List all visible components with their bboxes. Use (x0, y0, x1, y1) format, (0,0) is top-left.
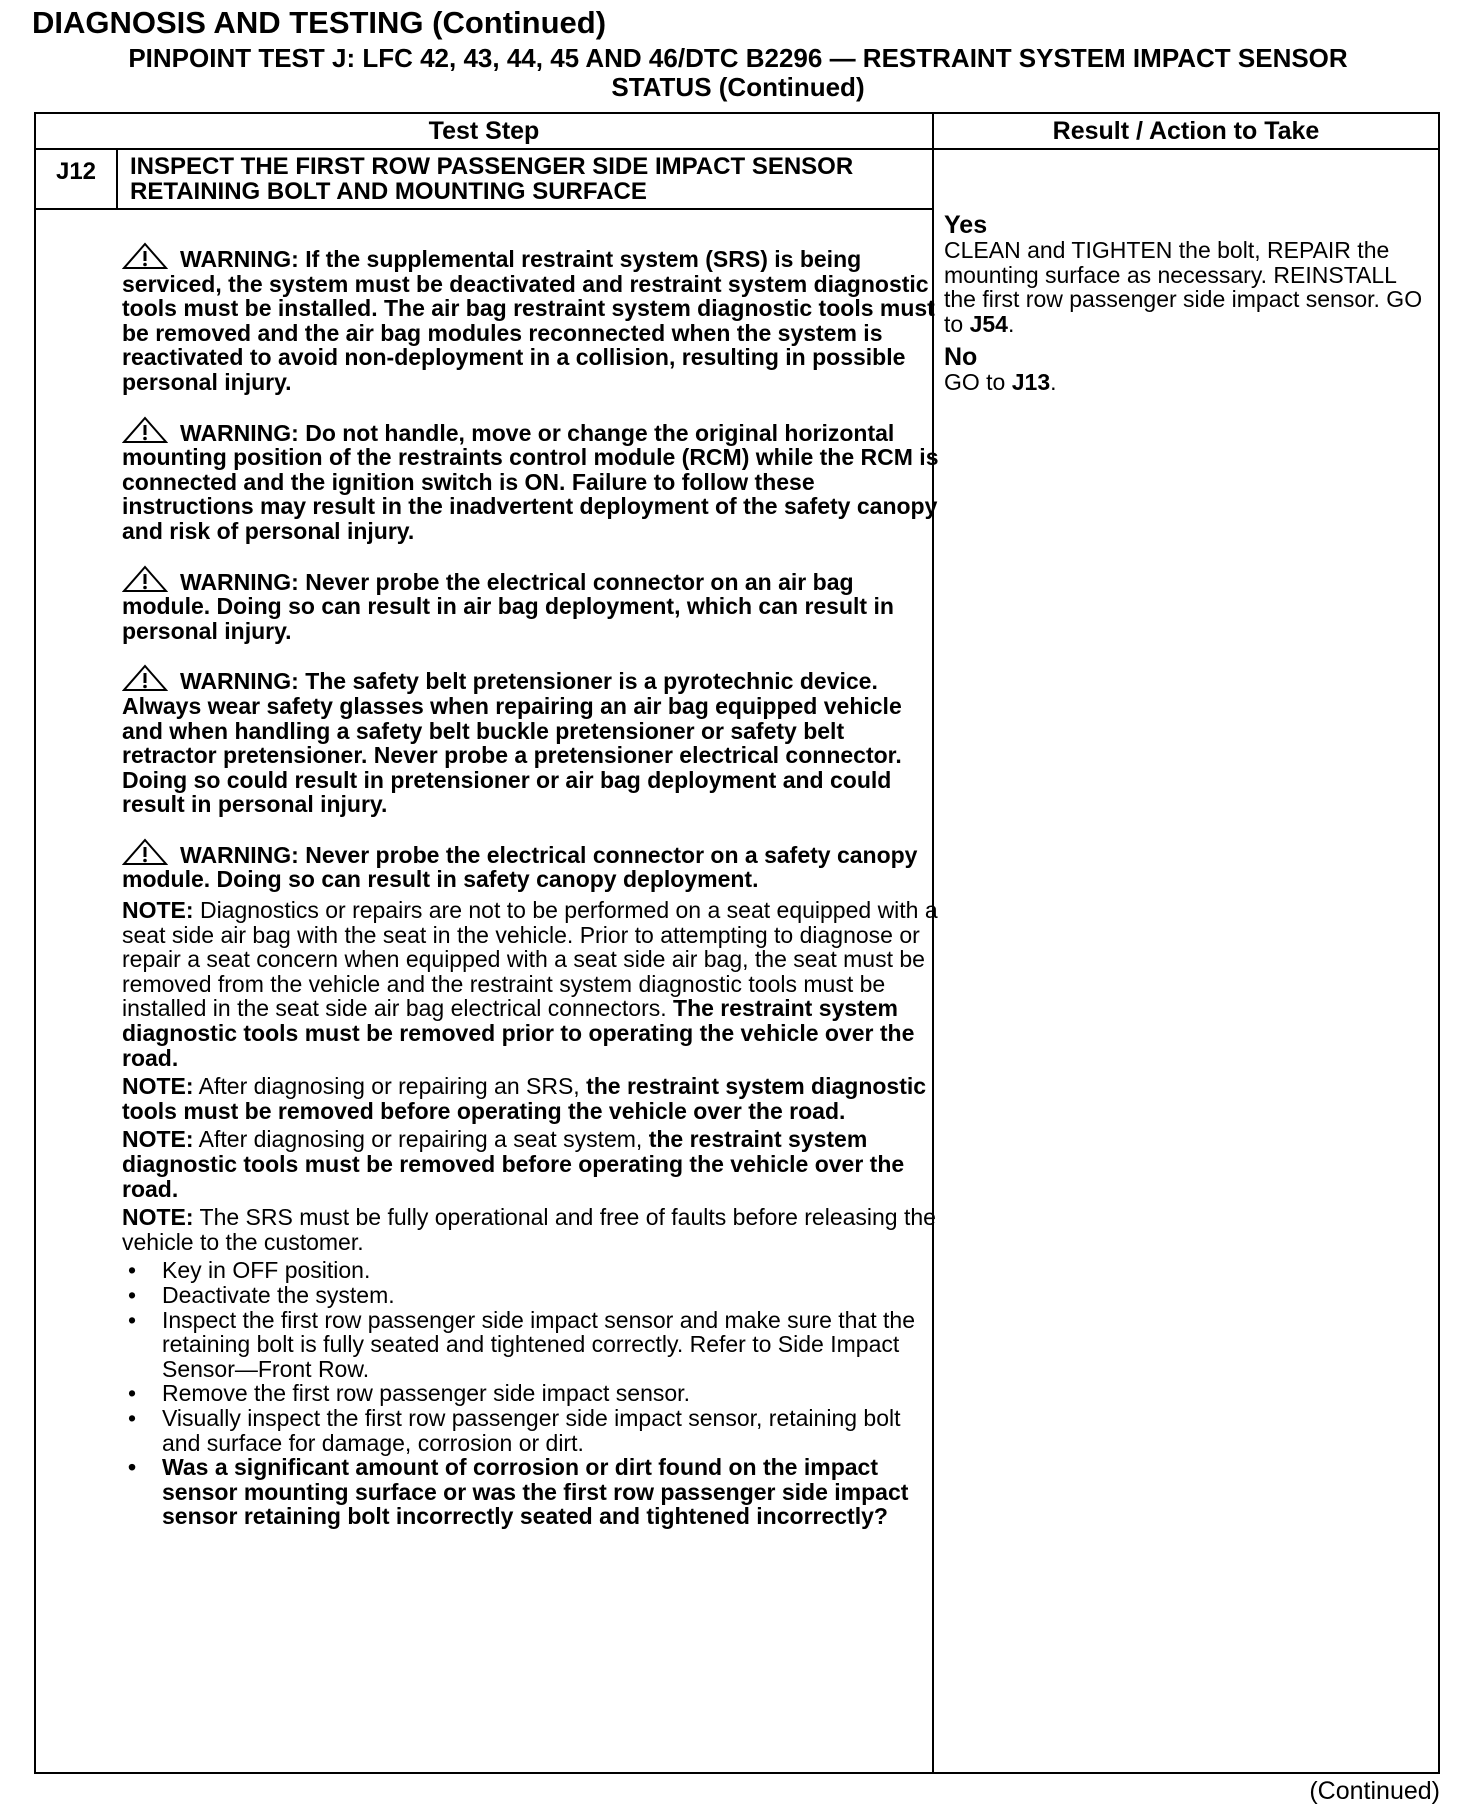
bullet-icon: • (128, 1454, 137, 1481)
bullet-icon: • (128, 1380, 137, 1407)
result-yes (944, 212, 1430, 336)
test-step-content (122, 242, 940, 1529)
step-id-divider (116, 148, 118, 208)
warning-block (122, 838, 940, 892)
note-block (122, 898, 940, 1070)
note-emphasis: the restraint system diagnostic tools must be removed before operating the vehicle over the road. (122, 1073, 927, 1124)
warning-triangle-icon (122, 565, 172, 593)
step-item (122, 1381, 940, 1406)
bullet-icon: • (128, 1404, 137, 1431)
bullet-icon: • (128, 1257, 137, 1284)
step-text: Remove the first row passenger side impact sensor. (162, 1380, 690, 1407)
step-item (122, 1455, 940, 1529)
warning-text: WARNING: Never probe the electrical connector on a safety canopy module. Doing so can result in safety canopy deployment. (122, 841, 918, 893)
subtitle-line-1: PINPOINT TEST J: LFC 42, 43, 44, 45 AND 46/DTC B2296 — RESTRAINT SYSTEM IMPACT SENSOR (128, 43, 1348, 73)
step-id: J12 (55, 158, 97, 185)
note-block (122, 1205, 940, 1254)
step-text: Deactivate the system. (162, 1281, 395, 1308)
yes-text: CLEAN and TIGHTEN the bolt, REPAIR the mounting surface as necessary. REINSTALL the first row passenger side impact sensor. GO to (944, 237, 1423, 337)
no-label: No (944, 343, 978, 372)
result-action (944, 212, 1430, 403)
note-text: Diagnostics or repairs are not to be performed on a seat equipped with a seat side air bag with the seat in the vehicle. Prior to attempting to diagnose or repair a seat concern when equipped with a seat side air bag, the seat must be removed from the vehicle and the restraint system diagnostic tools must be installed in the seat side air bag electrical connectors. (122, 897, 938, 1022)
note-label: NOTE: (122, 1204, 194, 1231)
test-step-table (34, 112, 1440, 1774)
warning-text: WARNING: Do not handle, move or change the original horizontal mounting position of the restraints control module (RCM) while the RCM is connected and the ignition switch is ON. Failure to follow these instructions may result in the inadvertent deployment of the safety canopy and risk of personal injury. (122, 419, 939, 544)
warning-block (122, 565, 940, 644)
note-label: NOTE: (122, 1073, 194, 1100)
no-text: GO to (944, 369, 1012, 396)
notes-list (122, 898, 940, 1254)
header-rule (36, 148, 1438, 150)
warning-triangle-icon (122, 838, 172, 866)
warning-text: WARNING: Never probe the electrical connector on an air bag module. Doing so can result in air bag deployment, which can result in personal injury. (122, 568, 894, 644)
warning-text: WARNING: If the supplemental restraint system (SRS) is being serviced, the system must be deactivated and restraint system diagnostic tools must be installed. The air bag restraint system diagnostic tools must be removed and the air bag modules reconnected when the system is reactivated to avoid non-deployment in a collision, resulting in possible personal injury. (122, 246, 935, 395)
step-text: Inspect the first row passenger side impact sensor and make sure that the retaining bolt is fully seated and tightened correctly. Refer to Side Impact Sensor—Front Row. (162, 1306, 915, 1382)
step-text: Was a significant amount of corrosion or dirt found on the impact sensor mounting surface or was the first row passenger side impact sensor retaining bolt incorrectly seated and tightened incorrectly? (162, 1454, 909, 1530)
step-item (122, 1258, 940, 1283)
yes-action (944, 238, 1430, 336)
note-text: After diagnosing or repairing a seat system, (193, 1126, 649, 1153)
result-no (944, 344, 1430, 395)
warning-block (122, 664, 940, 817)
note-block (122, 1127, 940, 1201)
step-item (122, 1406, 940, 1455)
note-text: The SRS must be fully operational and free of faults before releasing the vehicle to the customer. (122, 1204, 936, 1255)
warning-triangle-icon (122, 416, 172, 444)
no-action (944, 370, 1430, 395)
note-text: After diagnosing or repairing an SRS, (193, 1073, 587, 1100)
yes-label: Yes (944, 211, 988, 239)
bullet-icon: • (128, 1306, 137, 1333)
note-label: NOTE: (122, 897, 194, 924)
warning-triangle-icon (122, 242, 172, 270)
note-label: NOTE: (122, 1126, 194, 1153)
no-end: . (1050, 369, 1057, 396)
step-text: Visually inspect the first row passenger side impact sensor, retaining bolt and surface for damage, corrosion or dirt. (162, 1404, 901, 1456)
warning-block (122, 242, 940, 395)
steps-list (122, 1258, 940, 1529)
warning-triangle-icon (122, 664, 172, 692)
warnings-list (122, 242, 940, 892)
bullet-icon: • (128, 1281, 137, 1308)
no-ref: J13 (1011, 369, 1051, 396)
page-title: DIAGNOSIS AND TESTING (Continued) (32, 5, 607, 40)
yes-ref: J54 (969, 310, 1008, 337)
continued-footer: (Continued) (1309, 1777, 1440, 1805)
note-block (122, 1074, 940, 1123)
col-header-test-step: Test Step (428, 117, 540, 145)
pinpoint-test-subtitle (32, 44, 1444, 102)
warning-block (122, 416, 940, 544)
warning-text: WARNING: The safety belt pretensioner is a pyrotechnic device. Always wear safety glasses when repairing an air bag equipped vehicle and when handling a safety belt buckle pretensioner or safety belt retractor pretensioner. Never probe a pretensioner electrical connector. Doing so could result in pretensioner or air bag deployment and could result in personal injury. (122, 668, 902, 818)
step-title-rule (36, 208, 932, 210)
yes-end: . (1007, 310, 1015, 337)
note-emphasis: The restraint system diagnostic tools must be removed prior to operating the vehicle over the road. (122, 995, 915, 1071)
step-item (122, 1308, 940, 1382)
col-header-result: Result / Action to Take (1052, 117, 1320, 145)
note-emphasis: the restraint system diagnostic tools must be removed before operating the vehicle over the road. (122, 1126, 905, 1202)
step-item (122, 1283, 940, 1308)
step-title: INSPECT THE FIRST ROW PASSENGER SIDE IMPACT SENSOR RETAINING BOLT AND MOUNTING SURFACE (130, 153, 854, 205)
subtitle-line-2: STATUS (Continued) (611, 72, 865, 102)
step-text: Key in OFF position. (162, 1257, 371, 1284)
